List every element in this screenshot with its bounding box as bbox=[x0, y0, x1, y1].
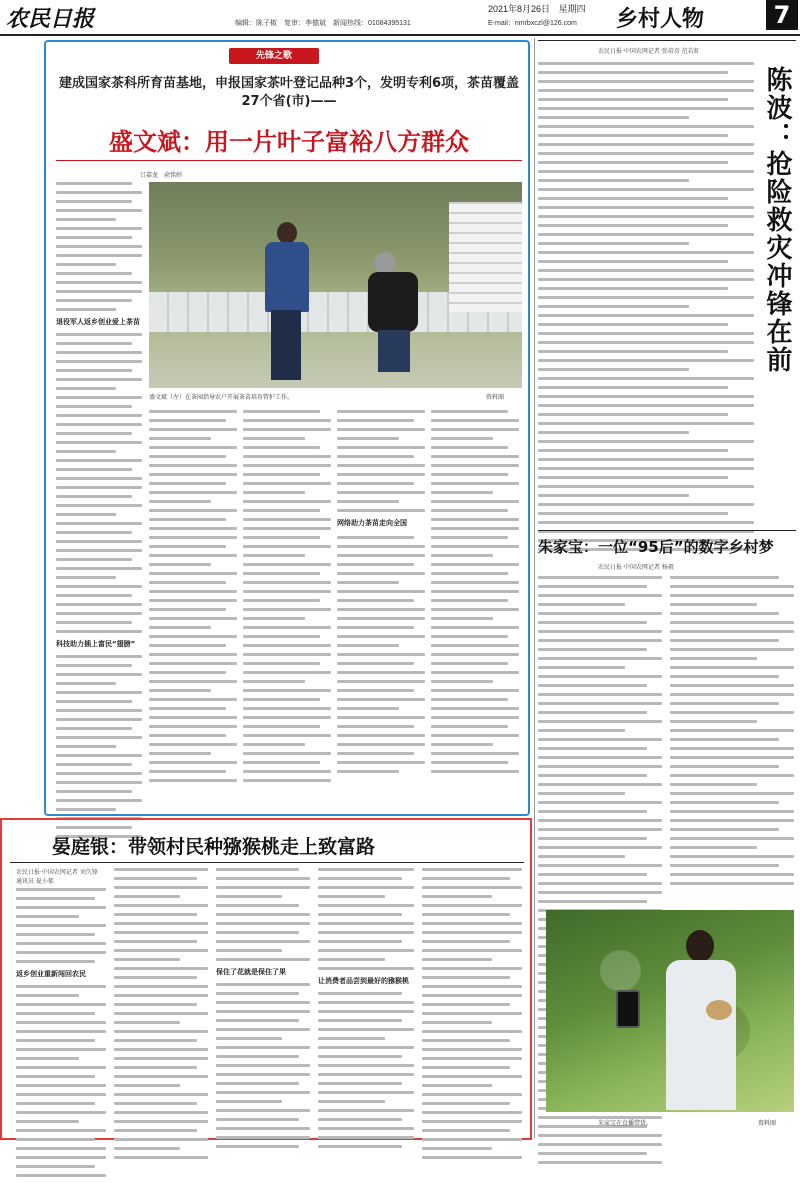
bottom-col-2 bbox=[114, 868, 208, 1165]
weekday-text: 星期四 bbox=[558, 4, 586, 14]
right-top-byline: 农民日报·中国农网记者 张培奇 范若虹 bbox=[598, 48, 700, 55]
bottom-col-3 bbox=[216, 868, 310, 1154]
feature-banner: 先锋之歌 bbox=[229, 48, 319, 64]
right-top-rule bbox=[538, 40, 796, 41]
right-mid-photo-credit: 资料图 bbox=[758, 1120, 777, 1127]
crates-right bbox=[449, 202, 522, 312]
feature-subhead-3: 网络助力茶苗走向全国 bbox=[337, 519, 407, 527]
person-man bbox=[259, 222, 315, 382]
feature-headline: 盛文斌：用一片叶子富裕八方群众 bbox=[109, 128, 469, 156]
feature-col-4 bbox=[337, 410, 425, 805]
masthead-date bbox=[488, 2, 586, 15]
feature-col-5 bbox=[431, 410, 519, 805]
presenter-person bbox=[656, 930, 746, 1112]
right-mid-byline: 农民日报·中国农网记者 杨毅 bbox=[598, 564, 674, 571]
feature-col-2 bbox=[149, 410, 237, 805]
right-top-vertical-title: 陈波：抢险救灾冲锋在前 bbox=[762, 66, 792, 374]
bottom-headline: 晏庭银：带领村民种猕猴桃走上致富路 bbox=[52, 836, 376, 858]
bottom-col-5 bbox=[422, 868, 522, 1165]
email-line: E-mail：nmrbxczl@126.com bbox=[488, 20, 577, 27]
feature-photo-caption: 盛文斌（左）在茶园指导农户开展茶苗培育管护工作。 bbox=[149, 394, 294, 401]
page-number: 7 bbox=[766, 0, 798, 30]
date-text: 2021年8月26日 bbox=[488, 4, 551, 14]
right-mid-photo bbox=[546, 910, 794, 1112]
right-mid-rule bbox=[538, 530, 796, 531]
right-mid-photo-caption: 朱家宝在直播带货。 bbox=[598, 1120, 653, 1127]
feature-col-1 bbox=[56, 182, 142, 802]
person-woman bbox=[364, 252, 424, 372]
feature-subhead-1: 退役军人返乡创业爱上茶苗 bbox=[56, 318, 140, 326]
right-top-text bbox=[538, 62, 754, 557]
right-mid-article bbox=[538, 530, 796, 1142]
phone-icon bbox=[616, 990, 640, 1028]
right-mid-headline: 朱家宝：一位“95后”的数字乡村梦 bbox=[538, 538, 774, 556]
feature-rule bbox=[56, 160, 522, 161]
editor-line: 编辑：陈子椒 复审：李德斌 新闻热线：01084395131 bbox=[235, 20, 411, 27]
feature-photo bbox=[149, 182, 522, 388]
column-divider bbox=[534, 38, 535, 1138]
kiwifruit bbox=[706, 1000, 732, 1020]
bottom-subhead-1: 返乡创业重新闯回农民 bbox=[16, 970, 86, 978]
feature-col-3 bbox=[243, 410, 331, 805]
right-top-article bbox=[538, 40, 796, 525]
feature-byline: 吕嘉龙 俞铭婷 bbox=[140, 172, 183, 179]
right-mid-col-2 bbox=[670, 576, 794, 891]
section-title: 乡村人物 bbox=[616, 7, 705, 32]
paper-name: 农民日报 bbox=[6, 6, 95, 32]
bottom-rule bbox=[10, 862, 524, 863]
bottom-col-1 bbox=[16, 888, 106, 1183]
bottom-subhead-3: 让消费者品尝到最好的猕猴桃 bbox=[318, 977, 409, 985]
feature-deck: 建成国家茶科所育苗基地，申报国家茶叶登记品种3个，发明专利6项，茶苗覆盖27个省(市)—— bbox=[58, 76, 520, 109]
feature-photo-credit: 资料图 bbox=[486, 394, 505, 401]
bottom-byline: 农民日报·中国农网记者 刘久锋 通讯员 夏小郁 bbox=[16, 869, 104, 885]
bottom-article bbox=[0, 818, 532, 1140]
feature-article bbox=[44, 40, 530, 816]
bottom-subhead-2: 保住了花就是保住了果 bbox=[216, 968, 286, 976]
masthead bbox=[0, 0, 800, 36]
feature-subhead-2: 科技助力插上富民“翅膀” bbox=[56, 640, 136, 648]
bottom-col-4 bbox=[318, 868, 414, 1154]
